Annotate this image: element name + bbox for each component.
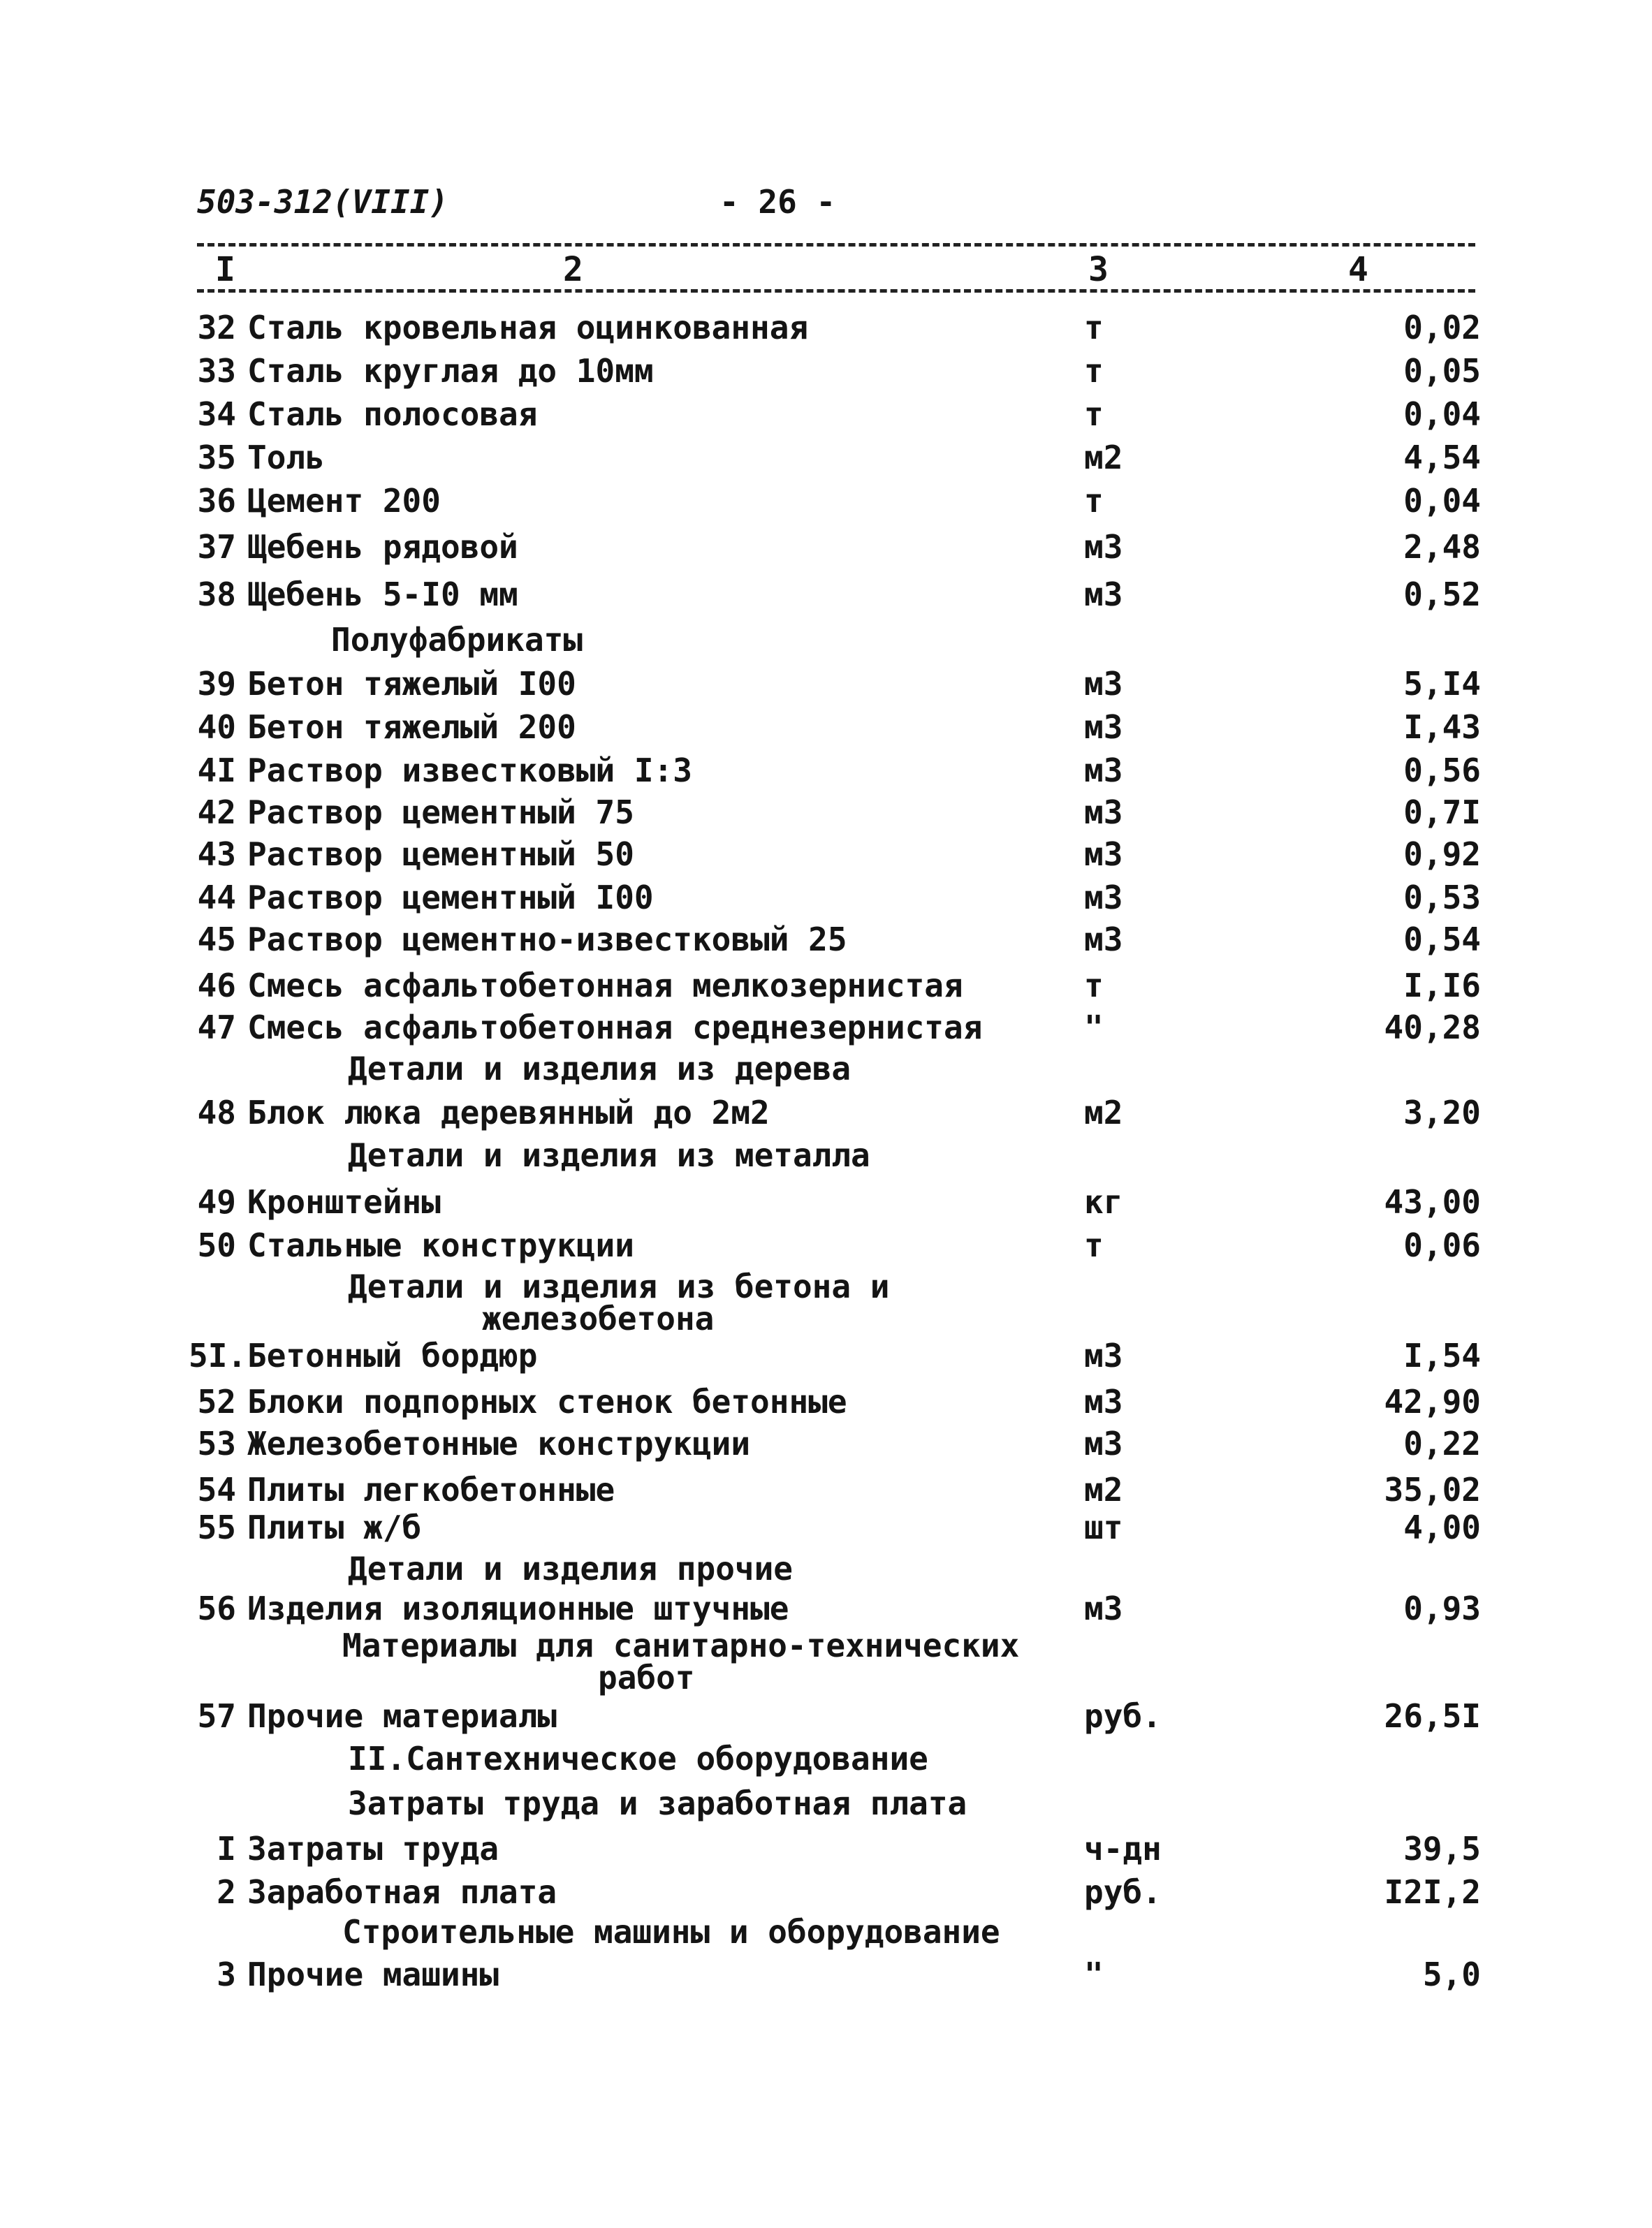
table-row xyxy=(189,665,1488,707)
row-number: 36 xyxy=(197,482,236,520)
row-value: 35,02 xyxy=(1384,1471,1481,1509)
row-name: Бетон тяжелый I00 xyxy=(247,665,576,703)
row-unit: м3 xyxy=(1084,708,1123,746)
row-number: 38 xyxy=(197,576,236,613)
table-row xyxy=(189,1590,1488,1632)
row-number: 34 xyxy=(197,395,236,433)
row-unit: м3 xyxy=(1084,1590,1123,1627)
row-value: 0,92 xyxy=(1403,835,1481,873)
row-name: Раствор цементный 50 xyxy=(247,835,634,873)
section-heading: II.Сантехническое оборудование xyxy=(348,1740,928,1778)
row-name: Щебень 5-I0 мм xyxy=(247,576,518,613)
table-row xyxy=(189,1830,1488,1872)
section-heading: работ xyxy=(598,1659,695,1696)
row-unit: т xyxy=(1084,352,1104,390)
row-name: Сталь кровельная оцинкованная xyxy=(247,309,809,346)
row-name: Плиты ж/б xyxy=(247,1509,422,1546)
table-row xyxy=(189,835,1488,877)
row-unit: м2 xyxy=(1084,439,1123,476)
row-value: 0,06 xyxy=(1403,1226,1481,1264)
row-unit: м3 xyxy=(1084,879,1123,916)
row-value: 0,53 xyxy=(1403,879,1481,916)
row-name: Заработная плата xyxy=(247,1873,557,1911)
row-number: 5I. xyxy=(189,1337,247,1375)
row-name: Блок люка деревянный до 2м2 xyxy=(247,1094,770,1131)
row-number: 39 xyxy=(197,665,236,703)
section-heading: Строительные машины и оборудование xyxy=(342,1913,1000,1951)
row-name: Раствор известковый I:3 xyxy=(247,752,692,789)
row-name: Затраты труда xyxy=(247,1830,499,1868)
row-value: 5,0 xyxy=(1422,1956,1481,1993)
row-unit: м3 xyxy=(1084,665,1123,703)
column-number-2: 2 xyxy=(563,250,583,289)
row-number: 50 xyxy=(197,1226,236,1264)
row-number: 49 xyxy=(197,1183,236,1221)
row-unit: м3 xyxy=(1084,752,1123,789)
row-name: Блоки подпорных стенок бетонные xyxy=(247,1383,847,1421)
row-unit: т xyxy=(1084,395,1104,433)
row-number: I xyxy=(217,1830,236,1868)
row-value: 26,5I xyxy=(1384,1697,1481,1735)
row-unit: м2 xyxy=(1084,1094,1123,1131)
row-number: 35 xyxy=(197,439,236,476)
section-heading: Затраты труда и заработная плата xyxy=(348,1784,967,1822)
row-value: 0,22 xyxy=(1403,1425,1481,1463)
row-name: Прочие машины xyxy=(247,1956,499,1993)
row-value: 0,7I xyxy=(1403,793,1481,831)
row-value: 0,93 xyxy=(1403,1590,1481,1627)
table-row xyxy=(189,1094,1488,1136)
row-unit: м2 xyxy=(1084,1471,1123,1509)
section-heading: Детали и изделия из бетона и xyxy=(348,1268,890,1305)
row-value: 0,04 xyxy=(1403,395,1481,433)
table-row xyxy=(189,1697,1488,1739)
row-value: 0,04 xyxy=(1403,482,1481,520)
row-number: 54 xyxy=(197,1471,236,1509)
row-name: Цемент 200 xyxy=(247,482,441,520)
section-heading: Полуфабрикаты xyxy=(331,621,583,659)
row-name: Бетонный бордюр xyxy=(247,1337,538,1375)
row-value: I,54 xyxy=(1403,1337,1481,1375)
row-name: Смесь асфальтобетонная среднезернистая xyxy=(247,1009,983,1046)
row-value: 4,00 xyxy=(1403,1509,1481,1546)
page-number: - 26 - xyxy=(719,183,836,221)
table-row xyxy=(189,1226,1488,1268)
row-number: 45 xyxy=(197,921,236,958)
row-number: 37 xyxy=(197,528,236,566)
row-value: 2,48 xyxy=(1403,528,1481,566)
document-code: 503-312(VIII) xyxy=(197,183,449,221)
row-number: 46 xyxy=(197,967,236,1004)
row-value: 0,02 xyxy=(1403,309,1481,346)
row-unit: м3 xyxy=(1084,528,1123,566)
row-unit: " xyxy=(1084,1009,1104,1046)
table-row xyxy=(189,921,1488,962)
row-name: Сталь полосовая xyxy=(247,395,538,433)
row-name: Смесь асфальтобетонная мелкозернистая xyxy=(247,967,963,1004)
column-number-3: 3 xyxy=(1088,250,1109,289)
table-row xyxy=(189,576,1488,617)
row-unit: " xyxy=(1084,1956,1104,1993)
row-unit: кг xyxy=(1084,1183,1123,1221)
row-unit: м3 xyxy=(1084,1425,1123,1463)
row-unit: руб. xyxy=(1084,1873,1162,1911)
row-value: 42,90 xyxy=(1384,1383,1481,1421)
row-unit: м3 xyxy=(1084,835,1123,873)
row-name: Железобетонные конструкции xyxy=(247,1425,751,1463)
table-row xyxy=(189,352,1488,394)
table-row xyxy=(189,1956,1488,1998)
row-unit: шт xyxy=(1084,1509,1123,1546)
row-value: 0,56 xyxy=(1403,752,1481,789)
row-unit: м3 xyxy=(1084,921,1123,958)
table-row xyxy=(189,309,1488,351)
row-unit: м3 xyxy=(1084,576,1123,613)
row-number: 43 xyxy=(197,835,236,873)
row-unit: м3 xyxy=(1084,793,1123,831)
row-value: I2I,2 xyxy=(1384,1873,1481,1911)
table-row xyxy=(189,752,1488,793)
table-row xyxy=(189,1009,1488,1050)
row-name: Сталь круглая до 10мм xyxy=(247,352,654,390)
row-name: Толь xyxy=(247,439,325,476)
row-name: Плиты легкобетонные xyxy=(247,1471,615,1509)
row-name: Раствор цементный I00 xyxy=(247,879,654,916)
row-number: 57 xyxy=(197,1697,236,1735)
row-number: 42 xyxy=(197,793,236,831)
row-unit: ч-дн xyxy=(1084,1830,1162,1868)
row-name: Бетон тяжелый 200 xyxy=(247,708,576,746)
row-number: 32 xyxy=(197,309,236,346)
row-number: 56 xyxy=(197,1590,236,1627)
row-value: 39,5 xyxy=(1403,1830,1481,1868)
table-row xyxy=(189,1873,1488,1915)
row-number: 2 xyxy=(217,1873,236,1911)
row-unit: т xyxy=(1084,967,1104,1004)
row-name: Раствор цементно-известковый 25 xyxy=(247,921,847,958)
table-row xyxy=(189,793,1488,835)
row-number: 47 xyxy=(197,1009,236,1046)
row-name: Изделия изоляционные штучные xyxy=(247,1590,789,1627)
row-name: Раствор цементный 75 xyxy=(247,793,634,831)
table-row xyxy=(189,482,1488,524)
column-number-4: 4 xyxy=(1348,250,1368,289)
row-number: 33 xyxy=(197,352,236,390)
table-row xyxy=(189,528,1488,570)
row-value: 0,54 xyxy=(1403,921,1481,958)
table-row xyxy=(189,1471,1488,1513)
table-row xyxy=(189,1337,1488,1379)
table-row xyxy=(189,395,1488,437)
table-row xyxy=(189,1383,1488,1425)
row-unit: т xyxy=(1084,482,1104,520)
row-unit: м3 xyxy=(1084,1383,1123,1421)
row-value: I,I6 xyxy=(1403,967,1481,1004)
row-number: 44 xyxy=(197,879,236,916)
table-row xyxy=(189,967,1488,1009)
row-number: 4I xyxy=(197,752,236,789)
row-value: 43,00 xyxy=(1384,1183,1481,1221)
row-value: 3,20 xyxy=(1403,1094,1481,1131)
row-number: 52 xyxy=(197,1383,236,1421)
table-row xyxy=(189,1425,1488,1467)
row-value: 0,05 xyxy=(1403,352,1481,390)
row-number: 3 xyxy=(217,1956,236,1993)
row-unit: т xyxy=(1084,309,1104,346)
row-name: Кронштейны xyxy=(247,1183,441,1221)
table-row xyxy=(189,1509,1488,1551)
section-heading: Материалы для санитарно-технических xyxy=(342,1627,1020,1664)
table-row xyxy=(189,439,1488,481)
row-value: 40,28 xyxy=(1384,1009,1481,1046)
table-row xyxy=(189,879,1488,921)
table-row xyxy=(189,708,1488,750)
row-name: Прочие материалы xyxy=(247,1697,557,1735)
row-unit: м3 xyxy=(1084,1337,1123,1375)
row-name: Стальные конструкции xyxy=(247,1226,634,1264)
header-divider-top xyxy=(197,243,1475,247)
section-heading: Детали и изделия из дерева xyxy=(348,1050,851,1087)
row-number: 48 xyxy=(197,1094,236,1131)
row-number: 40 xyxy=(197,708,236,746)
row-unit: т xyxy=(1084,1226,1104,1264)
column-number-1: I xyxy=(215,250,235,289)
section-heading: Детали и изделия прочие xyxy=(348,1550,793,1588)
section-heading: Детали и изделия из металла xyxy=(348,1136,870,1174)
row-value: I,43 xyxy=(1403,708,1481,746)
row-value: 4,54 xyxy=(1403,439,1481,476)
table-row xyxy=(189,1183,1488,1225)
row-value: 5,I4 xyxy=(1403,665,1481,703)
header-divider-bottom xyxy=(197,289,1475,293)
row-number: 53 xyxy=(197,1425,236,1463)
section-heading: железобетона xyxy=(482,1300,715,1337)
row-number: 55 xyxy=(197,1509,236,1546)
row-name: Щебень рядовой xyxy=(247,528,518,566)
row-unit: руб. xyxy=(1084,1697,1162,1735)
row-value: 0,52 xyxy=(1403,576,1481,613)
